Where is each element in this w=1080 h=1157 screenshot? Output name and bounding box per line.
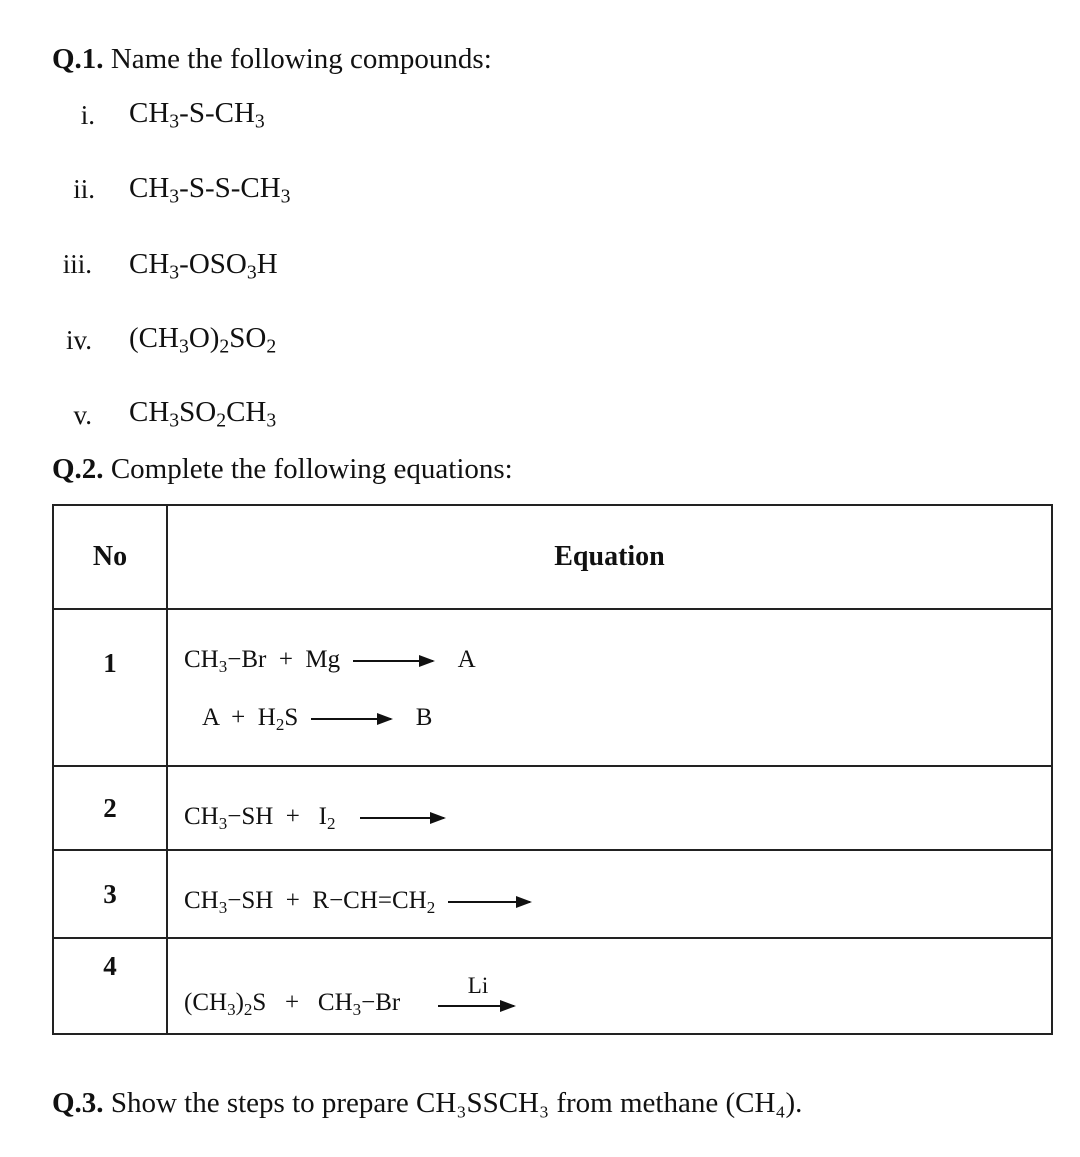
row-number-text: 4: [103, 951, 117, 981]
q1-item-num: i.: [80, 100, 95, 130]
equations-table: [52, 504, 1053, 1035]
reaction-arrow: [353, 660, 433, 662]
compound-dimethyl-sulfone: $CH_3SO_2CH_3$: [129, 396, 277, 432]
q1-prompt: Name the following compounds:: [110, 43, 492, 75]
reaction-arrow: [438, 1005, 514, 1007]
q1-title: [52, 42, 492, 76]
equation-cell: [167, 766, 1052, 850]
reaction-arrow: [360, 817, 444, 819]
q2-label: Q.2.: [52, 453, 104, 485]
table-row: [53, 766, 1052, 850]
row-number: [53, 938, 167, 1034]
equation-thiol-alkene: $CH_3-SH + R-CH=CH_2$: [184, 887, 530, 915]
product-b: B: [415, 704, 433, 731]
q1-item-num: v.: [73, 400, 92, 430]
table-row: [53, 938, 1052, 1034]
table-row: [53, 850, 1052, 938]
equation-sulfide-methylbromide: $(CH_3)_2S + CH_3-Br$: [184, 989, 413, 1019]
header-no: No: [53, 505, 167, 609]
compound-dimethyl-sulfide: $CH_3-S-CH_3$: [129, 97, 265, 133]
table-header-row: [53, 505, 1052, 609]
equation-thiol-iodine: $CH_3-SH + I_2$: [184, 803, 444, 831]
q1-item-num: ii.: [73, 174, 95, 204]
header-equation: Equation: [167, 505, 1052, 609]
q1-item-num: iv.: [66, 325, 92, 355]
catalyst-label: Li: [467, 973, 489, 998]
equation-cell: [167, 938, 1052, 1034]
table-row: [53, 609, 1052, 766]
equation-cell: [167, 609, 1052, 766]
row-number-text: 3: [103, 878, 117, 909]
row-number: [53, 766, 167, 850]
equation-a-h2s: $A + H_2S$ B: [202, 704, 433, 734]
q1-label: Q.1.: [52, 43, 104, 75]
reaction-arrow: [448, 901, 530, 903]
row-number-text: 1: [103, 648, 117, 678]
reaction-arrow-with-catalyst: [438, 997, 514, 1015]
row-number-text: 2: [103, 792, 117, 823]
product-a: A: [457, 646, 476, 673]
compound-dimethyl-disulfide: $CH_3-S-S-CH_3$: [129, 172, 291, 208]
q3-title: [52, 1086, 802, 1120]
q1-item-num: iii.: [62, 249, 92, 279]
q2-title: [52, 452, 513, 486]
row-number: [53, 850, 167, 938]
reaction-arrow: [311, 718, 391, 720]
q3-prompt: Show the steps to prepare CH₃SSCH₃ from methane (CH₄).: [110, 1087, 803, 1119]
q2-prompt: Complete the following equations:: [110, 453, 513, 485]
row-number: [53, 609, 167, 766]
q3-label: Q.3.: [52, 1087, 104, 1119]
compound-methyl-hydrogen-sulfate: $CH_3-OSO_3H$: [129, 248, 278, 284]
equation-cell: [167, 850, 1052, 938]
compound-dimethyl-sulfate: $(CH_3O)_2SO_2$: [129, 322, 277, 358]
equation-grignard: $CH_3-Br + Mg$ A: [184, 646, 476, 676]
